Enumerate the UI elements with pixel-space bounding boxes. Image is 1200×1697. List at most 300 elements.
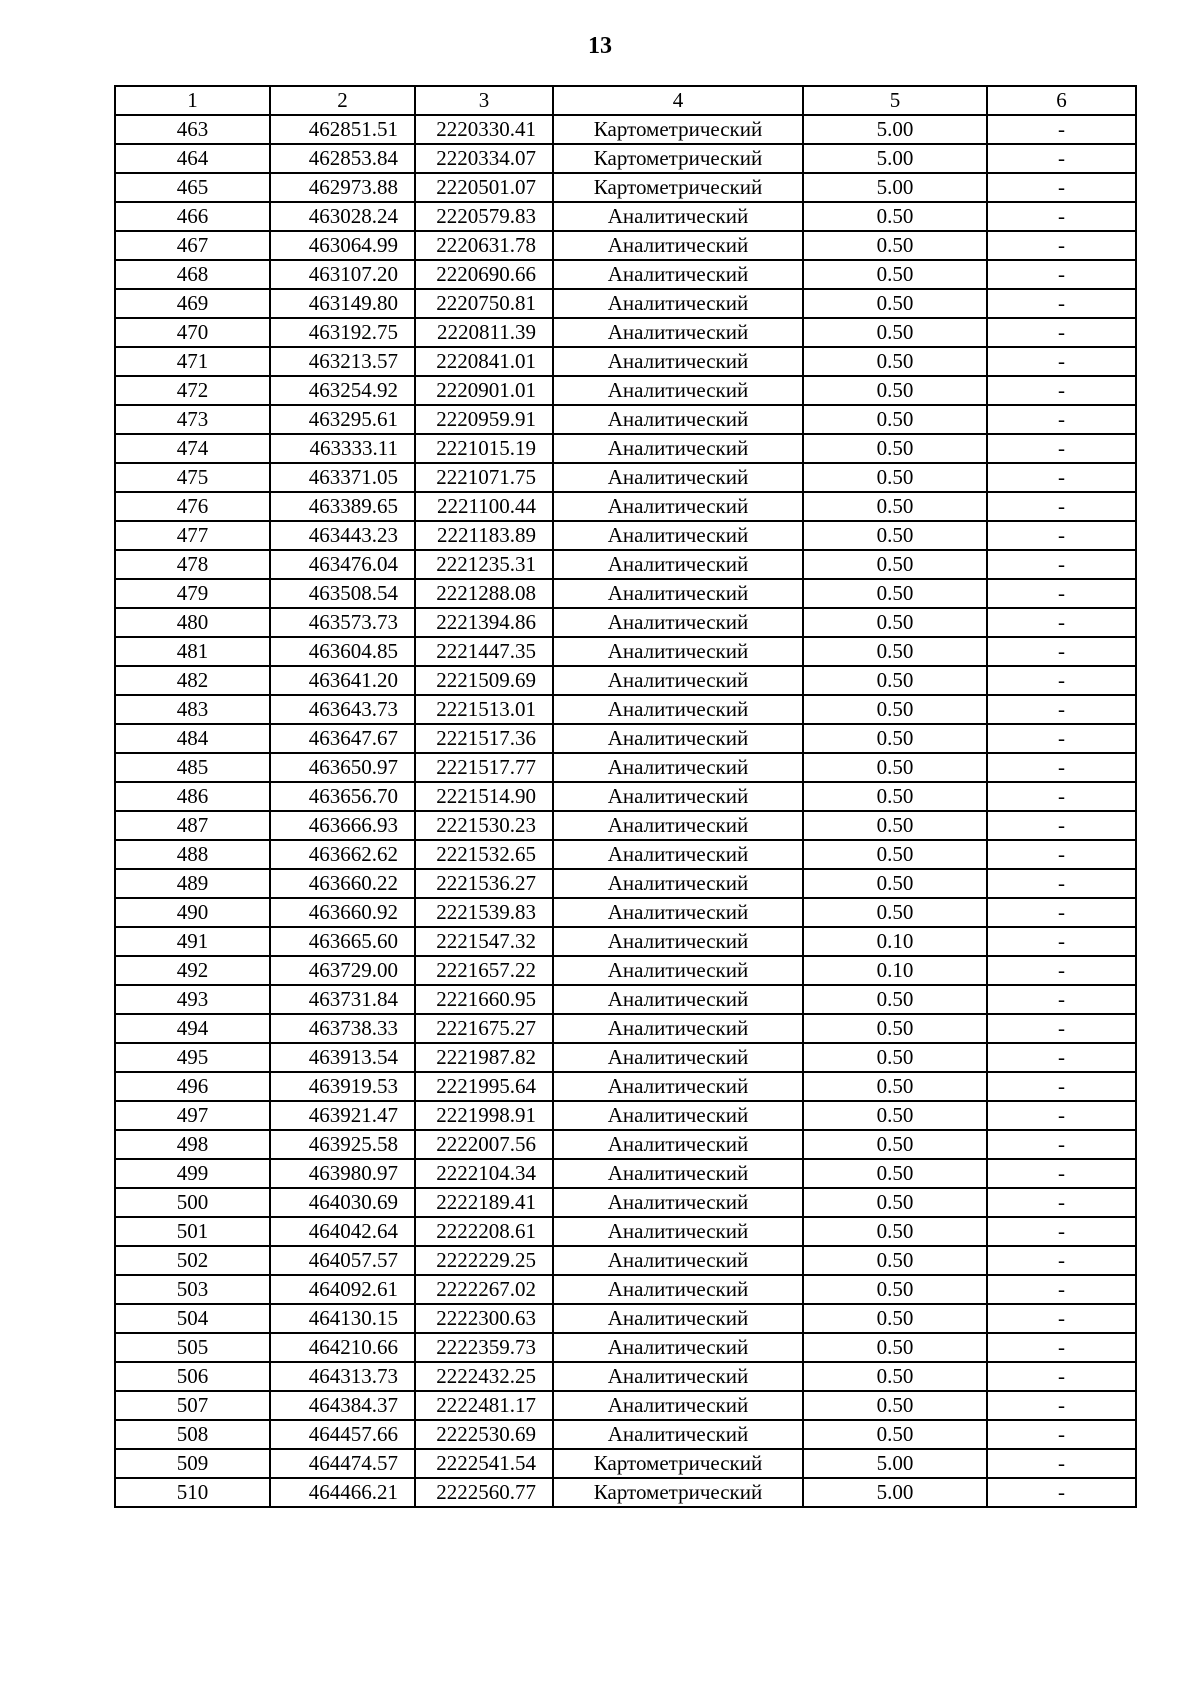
y-coordinate-cell: 2221675.27: [415, 1014, 553, 1043]
y-coordinate-cell: 2221539.83: [415, 898, 553, 927]
accuracy-cell: 5.00: [803, 1449, 987, 1478]
note-cell: -: [987, 1420, 1136, 1449]
method-cell: Аналитический: [553, 231, 803, 260]
note-cell: -: [987, 492, 1136, 521]
note-cell: -: [987, 376, 1136, 405]
note-cell: -: [987, 405, 1136, 434]
column-header: 6: [987, 86, 1136, 115]
note-cell: -: [987, 956, 1136, 985]
method-cell: Аналитический: [553, 1217, 803, 1246]
y-coordinate-cell: 2221530.23: [415, 811, 553, 840]
method-cell: Аналитический: [553, 1072, 803, 1101]
point-number-cell: 500: [115, 1188, 270, 1217]
page-number: 13: [588, 33, 612, 59]
x-coordinate-cell: 463660.22: [270, 869, 415, 898]
x-coordinate-cell: 463980.97: [270, 1159, 415, 1188]
accuracy-cell: 0.50: [803, 695, 987, 724]
note-cell: -: [987, 1333, 1136, 1362]
y-coordinate-cell: 2220579.83: [415, 202, 553, 231]
accuracy-cell: 0.10: [803, 956, 987, 985]
table-row: [115, 782, 1136, 811]
method-cell: Аналитический: [553, 608, 803, 637]
point-number-cell: 508: [115, 1420, 270, 1449]
table-row: [115, 637, 1136, 666]
point-number-cell: 494: [115, 1014, 270, 1043]
method-cell: Аналитический: [553, 492, 803, 521]
method-cell: Аналитический: [553, 898, 803, 927]
point-number-cell: 499: [115, 1159, 270, 1188]
accuracy-cell: 0.50: [803, 289, 987, 318]
accuracy-cell: 0.50: [803, 1043, 987, 1072]
y-coordinate-cell: 2220501.07: [415, 173, 553, 202]
x-coordinate-cell: 463476.04: [270, 550, 415, 579]
x-coordinate-cell: 463371.05: [270, 463, 415, 492]
method-cell: Аналитический: [553, 695, 803, 724]
accuracy-cell: 0.50: [803, 1304, 987, 1333]
x-coordinate-cell: 463508.54: [270, 579, 415, 608]
method-cell: Аналитический: [553, 550, 803, 579]
x-coordinate-cell: 463656.70: [270, 782, 415, 811]
y-coordinate-cell: 2221998.91: [415, 1101, 553, 1130]
accuracy-cell: 0.50: [803, 318, 987, 347]
x-coordinate-cell: 463913.54: [270, 1043, 415, 1072]
accuracy-cell: 0.50: [803, 231, 987, 260]
point-number-cell: 488: [115, 840, 270, 869]
x-coordinate-cell: 463213.57: [270, 347, 415, 376]
point-number-cell: 496: [115, 1072, 270, 1101]
accuracy-cell: 0.50: [803, 434, 987, 463]
method-cell: Аналитический: [553, 985, 803, 1014]
table-row: [115, 840, 1136, 869]
table-row: [115, 869, 1136, 898]
note-cell: -: [987, 985, 1136, 1014]
accuracy-cell: 0.50: [803, 608, 987, 637]
method-cell: Аналитический: [553, 1130, 803, 1159]
method-cell: Аналитический: [553, 1391, 803, 1420]
note-cell: -: [987, 637, 1136, 666]
table-row: [115, 463, 1136, 492]
point-number-cell: 466: [115, 202, 270, 231]
accuracy-cell: 5.00: [803, 144, 987, 173]
x-coordinate-cell: 463192.75: [270, 318, 415, 347]
accuracy-cell: 0.50: [803, 1333, 987, 1362]
table-row: [115, 753, 1136, 782]
x-coordinate-cell: 462853.84: [270, 144, 415, 173]
y-coordinate-cell: 2222359.73: [415, 1333, 553, 1362]
x-coordinate-cell: 463731.84: [270, 985, 415, 1014]
note-cell: -: [987, 869, 1136, 898]
method-cell: Аналитический: [553, 1246, 803, 1275]
table-row: [115, 550, 1136, 579]
accuracy-cell: 0.50: [803, 1391, 987, 1420]
table-row: [115, 492, 1136, 521]
x-coordinate-cell: 463919.53: [270, 1072, 415, 1101]
y-coordinate-cell: 2221100.44: [415, 492, 553, 521]
y-coordinate-cell: 2222189.41: [415, 1188, 553, 1217]
accuracy-cell: 0.50: [803, 463, 987, 492]
y-coordinate-cell: 2221509.69: [415, 666, 553, 695]
y-coordinate-cell: 2221071.75: [415, 463, 553, 492]
point-number-cell: 478: [115, 550, 270, 579]
point-number-cell: 475: [115, 463, 270, 492]
note-cell: -: [987, 782, 1136, 811]
point-number-cell: 484: [115, 724, 270, 753]
table-row: [115, 115, 1136, 144]
accuracy-cell: 0.50: [803, 1159, 987, 1188]
accuracy-cell: 0.50: [803, 782, 987, 811]
point-number-cell: 502: [115, 1246, 270, 1275]
note-cell: -: [987, 695, 1136, 724]
note-cell: -: [987, 840, 1136, 869]
x-coordinate-cell: 463573.73: [270, 608, 415, 637]
table-row: [115, 695, 1136, 724]
table-row: [115, 144, 1136, 173]
table-row: [115, 376, 1136, 405]
accuracy-cell: 5.00: [803, 1478, 987, 1507]
x-coordinate-cell: 463254.92: [270, 376, 415, 405]
table-row: [115, 202, 1136, 231]
table-row: [115, 608, 1136, 637]
note-cell: -: [987, 927, 1136, 956]
y-coordinate-cell: 2220811.39: [415, 318, 553, 347]
method-cell: Аналитический: [553, 202, 803, 231]
point-number-cell: 503: [115, 1275, 270, 1304]
point-number-cell: 493: [115, 985, 270, 1014]
accuracy-cell: 0.50: [803, 666, 987, 695]
note-cell: -: [987, 434, 1136, 463]
accuracy-cell: 0.50: [803, 753, 987, 782]
method-cell: Аналитический: [553, 318, 803, 347]
method-cell: Аналитический: [553, 347, 803, 376]
y-coordinate-cell: 2221447.35: [415, 637, 553, 666]
accuracy-cell: 0.50: [803, 376, 987, 405]
note-cell: -: [987, 1159, 1136, 1188]
note-cell: -: [987, 260, 1136, 289]
method-cell: Аналитический: [553, 1043, 803, 1072]
accuracy-cell: 0.50: [803, 811, 987, 840]
point-number-cell: 490: [115, 898, 270, 927]
y-coordinate-cell: 2222267.02: [415, 1275, 553, 1304]
point-number-cell: 505: [115, 1333, 270, 1362]
method-cell: Аналитический: [553, 927, 803, 956]
y-coordinate-cell: 2221513.01: [415, 695, 553, 724]
table-row: [115, 724, 1136, 753]
note-cell: -: [987, 173, 1136, 202]
method-cell: Аналитический: [553, 811, 803, 840]
column-header: 2: [270, 86, 415, 115]
method-cell: Аналитический: [553, 405, 803, 434]
y-coordinate-cell: 2221183.89: [415, 521, 553, 550]
header-row: [115, 86, 1136, 115]
y-coordinate-cell: 2221517.77: [415, 753, 553, 782]
method-cell: Аналитический: [553, 521, 803, 550]
table-row: [115, 811, 1136, 840]
y-coordinate-cell: 2220901.01: [415, 376, 553, 405]
table-row: [115, 1072, 1136, 1101]
y-coordinate-cell: 2222432.25: [415, 1362, 553, 1391]
x-coordinate-cell: 463666.93: [270, 811, 415, 840]
note-cell: -: [987, 1246, 1136, 1275]
y-coordinate-cell: 2221015.19: [415, 434, 553, 463]
table-row: [115, 1478, 1136, 1507]
table-row: [115, 231, 1136, 260]
table-row: [115, 1014, 1136, 1043]
x-coordinate-cell: 463643.73: [270, 695, 415, 724]
table-row: [115, 927, 1136, 956]
method-cell: Аналитический: [553, 666, 803, 695]
table-row: [115, 405, 1136, 434]
table-row: [115, 260, 1136, 289]
x-coordinate-cell: 464057.57: [270, 1246, 415, 1275]
accuracy-cell: 0.50: [803, 840, 987, 869]
note-cell: -: [987, 666, 1136, 695]
method-cell: Картометрический: [553, 115, 803, 144]
accuracy-cell: 0.50: [803, 1246, 987, 1275]
x-coordinate-cell: 463333.11: [270, 434, 415, 463]
point-number-cell: 464: [115, 144, 270, 173]
note-cell: -: [987, 521, 1136, 550]
x-coordinate-cell: 464042.64: [270, 1217, 415, 1246]
table-row: [115, 521, 1136, 550]
method-cell: Аналитический: [553, 840, 803, 869]
note-cell: -: [987, 115, 1136, 144]
x-coordinate-cell: 463925.58: [270, 1130, 415, 1159]
accuracy-cell: 0.50: [803, 1101, 987, 1130]
note-cell: -: [987, 550, 1136, 579]
y-coordinate-cell: 2221235.31: [415, 550, 553, 579]
method-cell: Аналитический: [553, 1101, 803, 1130]
method-cell: Аналитический: [553, 463, 803, 492]
note-cell: -: [987, 1101, 1136, 1130]
y-coordinate-cell: 2222229.25: [415, 1246, 553, 1275]
note-cell: -: [987, 579, 1136, 608]
table-row: [115, 1391, 1136, 1420]
y-coordinate-cell: 2221536.27: [415, 869, 553, 898]
table-row: [115, 289, 1136, 318]
accuracy-cell: 0.50: [803, 869, 987, 898]
method-cell: Аналитический: [553, 1014, 803, 1043]
point-number-cell: 509: [115, 1449, 270, 1478]
accuracy-cell: 0.50: [803, 637, 987, 666]
x-coordinate-cell: 463650.97: [270, 753, 415, 782]
method-cell: Картометрический: [553, 144, 803, 173]
x-coordinate-cell: 463389.65: [270, 492, 415, 521]
y-coordinate-cell: 2221517.36: [415, 724, 553, 753]
y-coordinate-cell: 2221514.90: [415, 782, 553, 811]
point-number-cell: 477: [115, 521, 270, 550]
table-row: [115, 579, 1136, 608]
accuracy-cell: 0.50: [803, 579, 987, 608]
accuracy-cell: 0.50: [803, 724, 987, 753]
note-cell: -: [987, 753, 1136, 782]
table-row: [115, 1188, 1136, 1217]
point-number-cell: 480: [115, 608, 270, 637]
note-cell: -: [987, 1130, 1136, 1159]
coordinates-table: [114, 85, 1137, 1508]
point-number-cell: 501: [115, 1217, 270, 1246]
note-cell: -: [987, 1275, 1136, 1304]
y-coordinate-cell: 2222104.34: [415, 1159, 553, 1188]
method-cell: Аналитический: [553, 1333, 803, 1362]
table-row: [115, 1362, 1136, 1391]
y-coordinate-cell: 2220334.07: [415, 144, 553, 173]
note-cell: -: [987, 1217, 1136, 1246]
note-cell: -: [987, 1478, 1136, 1507]
point-number-cell: 465: [115, 173, 270, 202]
y-coordinate-cell: 2220330.41: [415, 115, 553, 144]
point-number-cell: 482: [115, 666, 270, 695]
method-cell: Аналитический: [553, 869, 803, 898]
method-cell: Аналитический: [553, 724, 803, 753]
method-cell: Аналитический: [553, 1420, 803, 1449]
y-coordinate-cell: 2220631.78: [415, 231, 553, 260]
method-cell: Картометрический: [553, 173, 803, 202]
table-row: [115, 1217, 1136, 1246]
x-coordinate-cell: 464313.73: [270, 1362, 415, 1391]
note-cell: -: [987, 1188, 1136, 1217]
accuracy-cell: 5.00: [803, 115, 987, 144]
method-cell: Аналитический: [553, 782, 803, 811]
note-cell: -: [987, 1304, 1136, 1333]
x-coordinate-cell: 463662.62: [270, 840, 415, 869]
accuracy-cell: 0.50: [803, 1362, 987, 1391]
column-header: 1: [115, 86, 270, 115]
note-cell: -: [987, 231, 1136, 260]
x-coordinate-cell: 463665.60: [270, 927, 415, 956]
point-number-cell: 489: [115, 869, 270, 898]
note-cell: -: [987, 347, 1136, 376]
point-number-cell: 510: [115, 1478, 270, 1507]
accuracy-cell: 0.50: [803, 985, 987, 1014]
note-cell: -: [987, 318, 1136, 347]
note-cell: -: [987, 1072, 1136, 1101]
y-coordinate-cell: 2222541.54: [415, 1449, 553, 1478]
point-number-cell: 463: [115, 115, 270, 144]
method-cell: Аналитический: [553, 579, 803, 608]
table-row: [115, 956, 1136, 985]
accuracy-cell: 0.50: [803, 521, 987, 550]
note-cell: -: [987, 202, 1136, 231]
y-coordinate-cell: 2220690.66: [415, 260, 553, 289]
x-coordinate-cell: 463149.80: [270, 289, 415, 318]
x-coordinate-cell: 464030.69: [270, 1188, 415, 1217]
point-number-cell: 506: [115, 1362, 270, 1391]
y-coordinate-cell: 2220750.81: [415, 289, 553, 318]
x-coordinate-cell: 463729.00: [270, 956, 415, 985]
x-coordinate-cell: 464130.15: [270, 1304, 415, 1333]
accuracy-cell: 0.50: [803, 405, 987, 434]
x-coordinate-cell: 464384.37: [270, 1391, 415, 1420]
column-header: 3: [415, 86, 553, 115]
point-number-cell: 486: [115, 782, 270, 811]
point-number-cell: 483: [115, 695, 270, 724]
column-header: 5: [803, 86, 987, 115]
point-number-cell: 498: [115, 1130, 270, 1159]
point-number-cell: 481: [115, 637, 270, 666]
point-number-cell: 472: [115, 376, 270, 405]
accuracy-cell: 0.50: [803, 1275, 987, 1304]
accuracy-cell: 0.50: [803, 550, 987, 579]
method-cell: Аналитический: [553, 260, 803, 289]
accuracy-cell: 5.00: [803, 173, 987, 202]
y-coordinate-cell: 2221547.32: [415, 927, 553, 956]
method-cell: Картометрический: [553, 1449, 803, 1478]
note-cell: -: [987, 1014, 1136, 1043]
y-coordinate-cell: 2222481.17: [415, 1391, 553, 1420]
y-coordinate-cell: 2221657.22: [415, 956, 553, 985]
y-coordinate-cell: 2222560.77: [415, 1478, 553, 1507]
method-cell: Аналитический: [553, 637, 803, 666]
x-coordinate-cell: 463295.61: [270, 405, 415, 434]
note-cell: -: [987, 724, 1136, 753]
note-cell: -: [987, 1449, 1136, 1478]
y-coordinate-cell: 2221660.95: [415, 985, 553, 1014]
x-coordinate-cell: 463641.20: [270, 666, 415, 695]
table-row: [115, 347, 1136, 376]
x-coordinate-cell: 464474.57: [270, 1449, 415, 1478]
point-number-cell: 507: [115, 1391, 270, 1420]
accuracy-cell: 0.50: [803, 1188, 987, 1217]
point-number-cell: 476: [115, 492, 270, 521]
method-cell: Аналитический: [553, 956, 803, 985]
point-number-cell: 487: [115, 811, 270, 840]
point-number-cell: 470: [115, 318, 270, 347]
note-cell: -: [987, 289, 1136, 318]
x-coordinate-cell: 463660.92: [270, 898, 415, 927]
note-cell: -: [987, 1362, 1136, 1391]
accuracy-cell: 0.10: [803, 927, 987, 956]
table-row: [115, 434, 1136, 463]
point-number-cell: 474: [115, 434, 270, 463]
point-number-cell: 469: [115, 289, 270, 318]
y-coordinate-cell: 2220959.91: [415, 405, 553, 434]
point-number-cell: 495: [115, 1043, 270, 1072]
point-number-cell: 492: [115, 956, 270, 985]
x-coordinate-cell: 463064.99: [270, 231, 415, 260]
method-cell: Аналитический: [553, 753, 803, 782]
table-row: [115, 666, 1136, 695]
accuracy-cell: 0.50: [803, 898, 987, 927]
y-coordinate-cell: 2221995.64: [415, 1072, 553, 1101]
y-coordinate-cell: 2221288.08: [415, 579, 553, 608]
y-coordinate-cell: 2221394.86: [415, 608, 553, 637]
point-number-cell: 491: [115, 927, 270, 956]
note-cell: -: [987, 463, 1136, 492]
x-coordinate-cell: 463738.33: [270, 1014, 415, 1043]
method-cell: Аналитический: [553, 1188, 803, 1217]
method-cell: Аналитический: [553, 376, 803, 405]
accuracy-cell: 0.50: [803, 260, 987, 289]
method-cell: Аналитический: [553, 434, 803, 463]
method-cell: Аналитический: [553, 1275, 803, 1304]
method-cell: Аналитический: [553, 1304, 803, 1333]
method-cell: Картометрический: [553, 1478, 803, 1507]
x-coordinate-cell: 463921.47: [270, 1101, 415, 1130]
table-row: [115, 1304, 1136, 1333]
x-coordinate-cell: 464466.21: [270, 1478, 415, 1507]
note-cell: -: [987, 608, 1136, 637]
point-number-cell: 471: [115, 347, 270, 376]
table-row: [115, 898, 1136, 927]
table-row: [115, 173, 1136, 202]
table-row: [115, 1275, 1136, 1304]
table-row: [115, 985, 1136, 1014]
note-cell: -: [987, 1391, 1136, 1420]
y-coordinate-cell: 2222007.56: [415, 1130, 553, 1159]
accuracy-cell: 0.50: [803, 1014, 987, 1043]
x-coordinate-cell: 462973.88: [270, 173, 415, 202]
y-coordinate-cell: 2221532.65: [415, 840, 553, 869]
